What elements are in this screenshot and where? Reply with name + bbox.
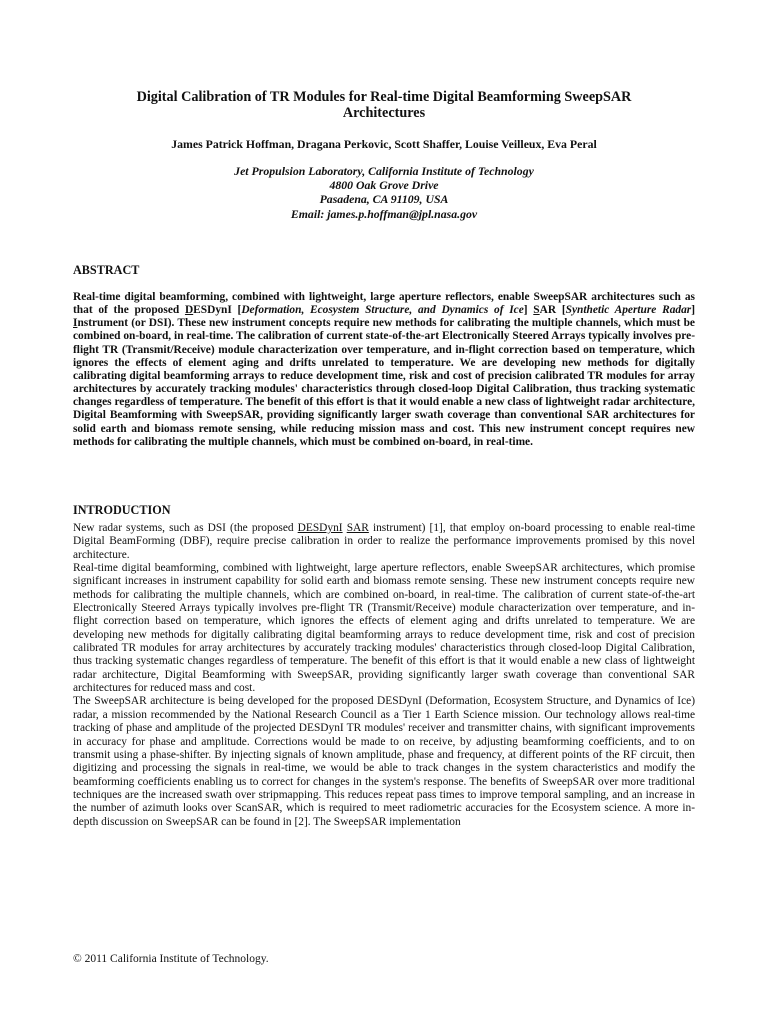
introduction-body — [73, 522, 695, 829]
affiliation-street: 4800 Oak Grove Drive — [329, 178, 439, 193]
intro-underline: DESDynI — [297, 522, 343, 534]
affiliation-institution: Jet Propulsion Laboratory, California Institute of Technology — [234, 164, 534, 178]
affiliation-block — [73, 164, 695, 221]
abstract-italic: Synthetic Aperture Radar — [565, 304, 692, 317]
affiliation-email: Email: james.p.hoffman@jpl.nasa.gov — [290, 206, 478, 221]
abstract-paragraph — [73, 291, 695, 449]
affiliation-city: Pasadena, CA 91109, USA — [319, 192, 449, 207]
abstract-text: Real-time digital beamforming, combined with lightweight, large aperture reflectors, enable SweepSAR architectures such as that of the proposed — [73, 291, 695, 317]
introduction-paragraph-3: The SweepSAR architecture is being developed for the proposed DESDynI (Deformation, Ecosystem Structure, and Dynamics of Ice) radar, a mission recommended by the National Research Council as a Tier 1 Earth Science mission. Our technology allows real-time tracking of phase and amplitude of the projected DESDynI TR modules' receiver and transmitter chains, with significant improvements in accuracy for phase and amplitude. Corrections would be made to on receive, by adjusting beamforming coefficients, and to on transmit using a phase-shifter. By injecting signals of known amplitude, phase and frequency, at different points of the RF circuit, then digitizing and processing the signals in real-time, we would be able to track changes in the system characteristics and modify the beamforming coefficients enabling us to correct for changes in the system's response. The benefits of SweepSAR over more traditional techniques are the increased swath over stripmapping. This reduces repeat pass times to improve temporal sampling, and an increase in the number of azimuth looks over ScanSAR, which is required to meet radiometric accuracies for the Ecosystem science. A more in-depth discussion on SweepSAR can be found in [2]. The SweepSAR implementation — [73, 695, 695, 828]
introduction-paragraph-1 — [73, 522, 695, 562]
abstract-underline: D — [184, 304, 194, 317]
author-list: James Patrick Hoffman, Dragana Perkovic, Scott Shaffer, Louise Veilleux, Eva Peral — [171, 137, 597, 151]
paper-title-line-1: Digital Calibration of TR Modules for Real-time Digital Beamforming SweepSAR — [136, 89, 632, 105]
abstract-text: ESDynI [ — [193, 304, 242, 317]
intro-text: New radar systems, such as DSI (the proposed — [73, 522, 298, 534]
abstract-text: ] — [523, 304, 534, 317]
introduction-heading: INTRODUCTION — [73, 503, 171, 517]
abstract-text: AR [ — [539, 304, 566, 317]
abstract-underline: I — [73, 317, 78, 330]
intro-text: instrument) [1], that employ on-board processing to enable real-time Digital BeamForming (DBF), require precise calibration in order to realize the performance improvements promised by this novel architecture. — [73, 522, 695, 561]
abstract-text: ] — [691, 304, 696, 317]
abstract-italic: Deformation, Ecosystem Structure, and Dynamics of Ice — [241, 304, 524, 317]
intro-underline: SAR — [346, 522, 369, 534]
abstract-heading: ABSTRACT — [73, 263, 140, 277]
paper-title-line-2: Architectures — [342, 104, 426, 121]
introduction-paragraph-2: Real-time digital beamforming, combined with lightweight, large aperture reflectors, enable SweepSAR architectures, which promise significant increases in instrument capability for solid earth and biomass remote sensing. These new instrument concepts require new methods for calibrating the multiple channels, which are combined on-board, in real-time. The calibration of current state-of-the-art Electronically Steered Arrays typically involves pre-flight TR (Transmit/Receive) module characterization over temperature, and in-flight correction based on temperature, which ignores the effects of element aging and drifts unrelated to temperature. We are developing new methods for digitally calibrating digital beamforming arrays to reduce development time, risk and cost of precision calibrated TR modules for array architectures by accurately tracking modules' characteristics through closed-loop Digital Calibration, thus tracking systematic changes regardless of temperature. The benefit of this effort is that it would enable a new class of lightweight radar architecture, Digital Beamforming with SweepSAR, providing significantly larger swath coverage than conventional SAR architectures for reduced mass and cost. — [73, 562, 695, 695]
paper-title — [73, 90, 695, 121]
abstract-underline: S — [533, 304, 540, 317]
copyright-footer: © 2011 California Institute of Technology. — [73, 953, 269, 965]
abstract-text: nstrument (or DSI). These new instrument concepts require new methods for calibrating the multiple channels, which must be combined on-board, in real-time. The calibration of current state-of-the-art Electronically Steered Arrays typically involves pre-flight TR (Transmit/Receive) module characterization over temperature, and in-flight correction based on temperature, which ignores the effects of element aging and drifts unrelated to temperature. We are developing new methods for digitally calibrating digital beamforming arrays to reduce development time, risk and cost of precision calibrated TR modules for array architectures by accurately tracking modules' characteristics through closed-loop Digital Calibration, thus tracking systematic changes regardless of temperature. The benefit of this effort is that it would enable a new class of lightweight radar architecture, Digital Beamforming with SweepSAR, providing significantly larger swath coverage than conventional SAR architectures for solid earth and biomass remote sensing, while reducing mission mass and cost. This new instrument concept requires new methods for calibrating the multiple channels, which must be combined on-board, in real-time. — [73, 317, 695, 448]
